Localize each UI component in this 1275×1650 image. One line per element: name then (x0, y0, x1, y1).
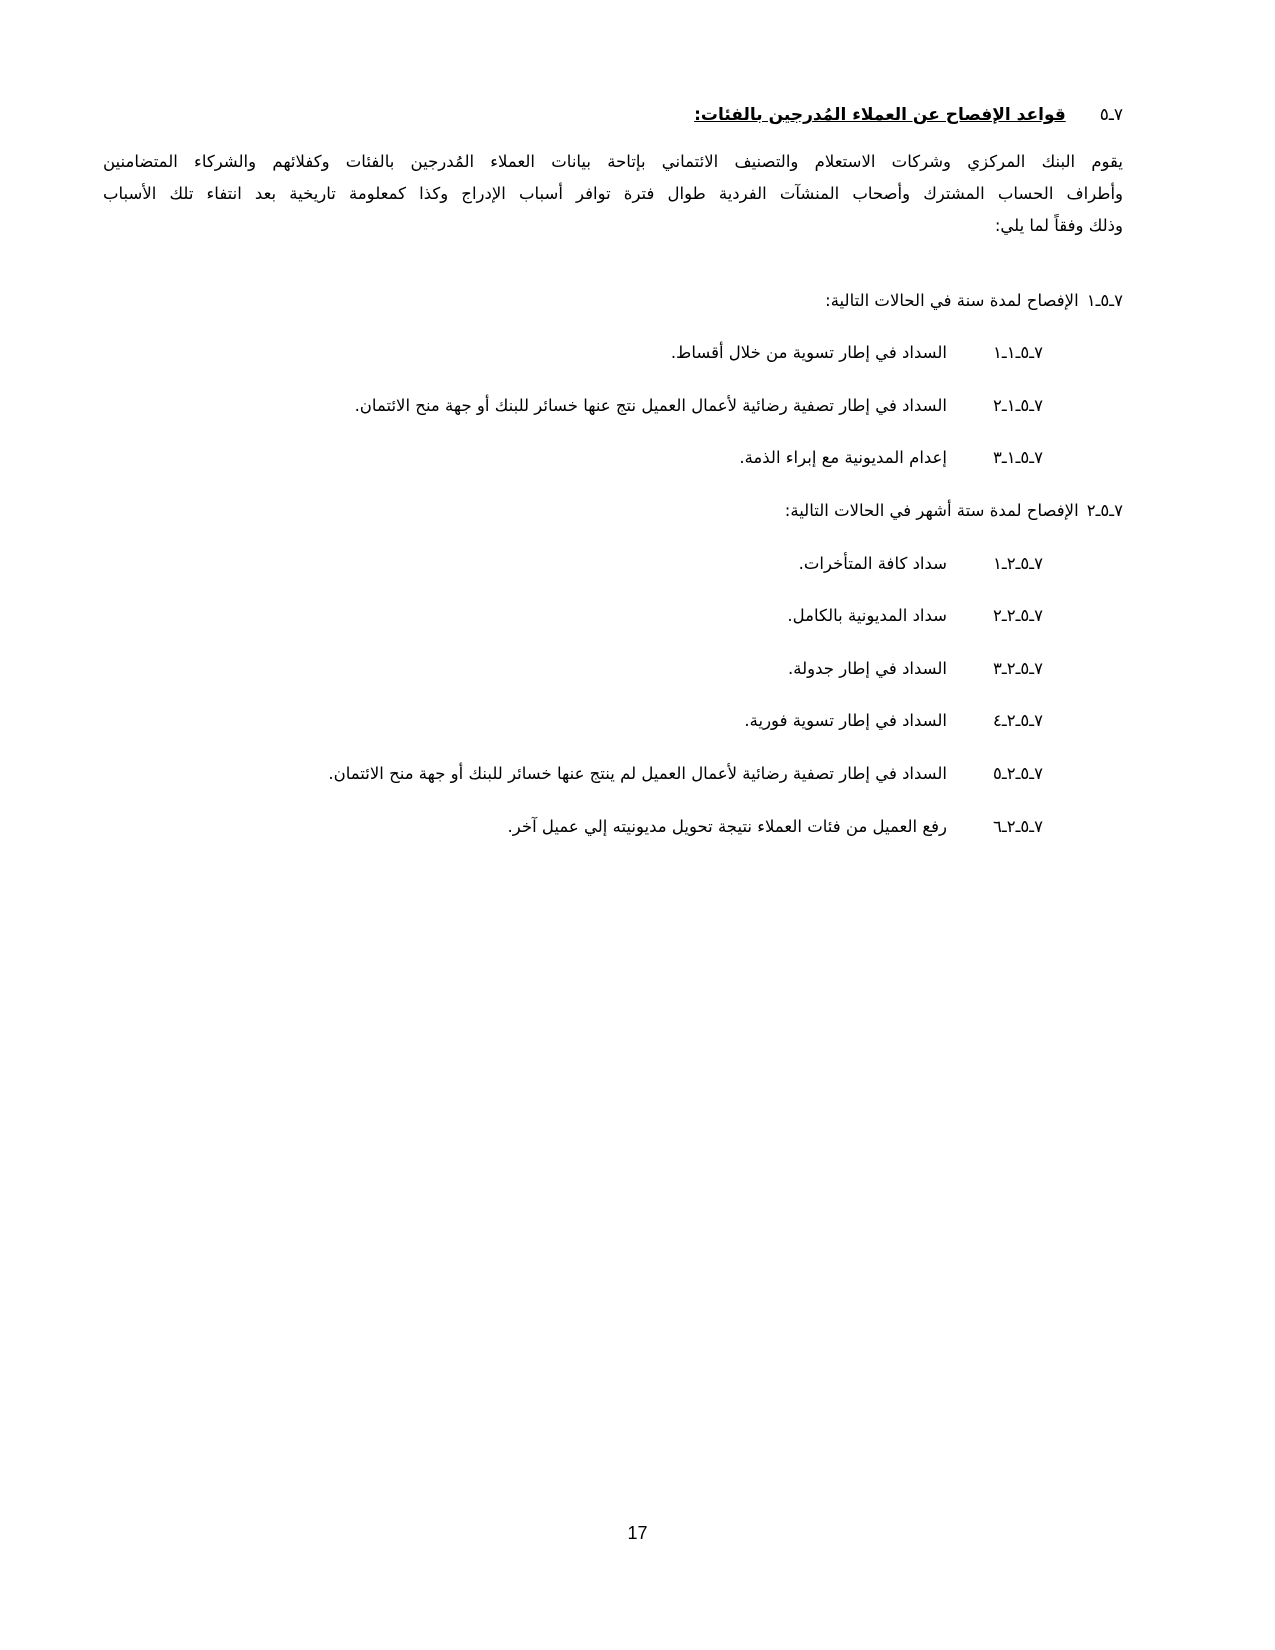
subsection-1-heading (825, 287, 1123, 313)
list-item-number: ٧ـ٥ـ٢ـ٣ (992, 658, 1043, 678)
subsection-2-heading (785, 497, 1123, 523)
list-item (787, 602, 1043, 628)
subsection-1-number: ٧ـ٥ـ١ (1086, 290, 1123, 310)
list-item-text: إعدام المديونية مع إبراء الذمة. (739, 447, 947, 467)
list-item-text: السداد في إطار تسوية من خلال أقساط. (670, 342, 947, 362)
intro-line: وأطراف الحساب المشترك وأصحاب المنشآت الفردية طوال فترة توافر أسباب الإدراج وكذا كمعلومة تاريخية بعد انتفاء تلك الأسباب (103, 184, 1123, 203)
intro-line: يقوم البنك المركزي وشركات الاستعلام والتصنيف الائتماني بإتاحة بيانات العملاء المُدرجين بالفئات وكفلائهم والشركاء المتضامنين (103, 152, 1123, 171)
list-item (671, 339, 1043, 365)
list-item-text: السداد في إطار تصفية رضائية لأعمال العميل نتج عنها خسائر للبنك أو جهة منح الائتمان. (354, 395, 947, 415)
list-item-number: ٧ـ٥ـ٢ـ٤ (992, 710, 1043, 730)
subsection-2-title: الإفصاح لمدة ستة أشهر في الحالات التالية: (784, 500, 1079, 520)
subsection-1-title: الإفصاح لمدة سنة في الحالات التالية: (825, 290, 1079, 310)
section-title: قواعد الإفصاح عن العملاء المُدرجين بالفئات: (694, 105, 1066, 125)
subsection-2-number: ٧ـ٥ـ٢ (1086, 500, 1123, 520)
list-item-number: ٧ـ٥ـ١ـ١ (992, 342, 1043, 362)
list-item (799, 550, 1043, 576)
section-number: ٧ـ٥ (1099, 105, 1123, 125)
intro-paragraph (103, 149, 1123, 245)
list-item (788, 655, 1043, 681)
list-item-text: السداد في إطار جدولة. (788, 658, 947, 678)
list-item (508, 813, 1043, 839)
list-item-text: سداد كافة المتأخرات. (798, 553, 947, 573)
list-item-number: ٧ـ٥ـ٢ـ٦ (992, 816, 1043, 836)
list-item-number: ٧ـ٥ـ٢ـ١ (992, 553, 1043, 573)
list-item (739, 444, 1043, 470)
list-item (355, 392, 1043, 418)
list-item-number: ٧ـ٥ـ١ـ٣ (992, 447, 1043, 467)
list-item-text: السداد في إطار تصفية رضائية لأعمال العميل لم ينتج عنها خسائر للبنك أو جهة منح الائتمان. (328, 763, 947, 783)
list-item-number: ٧ـ٥ـ٢ـ٥ (992, 763, 1043, 783)
section-heading (694, 99, 1123, 131)
list-item-text: سداد المديونية بالكامل. (787, 605, 947, 625)
intro-line: وذلك وفقاً لما يلي: (994, 216, 1123, 235)
list-item-text: رفع العميل من فئات العملاء نتيجة تحويل مديونيته إلي عميل آخر. (507, 816, 947, 836)
list-item-number: ٧ـ٥ـ١ـ٢ (992, 395, 1043, 415)
list-item (744, 707, 1043, 733)
page-number: 17 (627, 1523, 648, 1543)
list-item-number: ٧ـ٥ـ٢ـ٢ (992, 605, 1043, 625)
list-item (328, 760, 1043, 786)
list-item-text: السداد في إطار تسوية فورية. (744, 710, 947, 730)
